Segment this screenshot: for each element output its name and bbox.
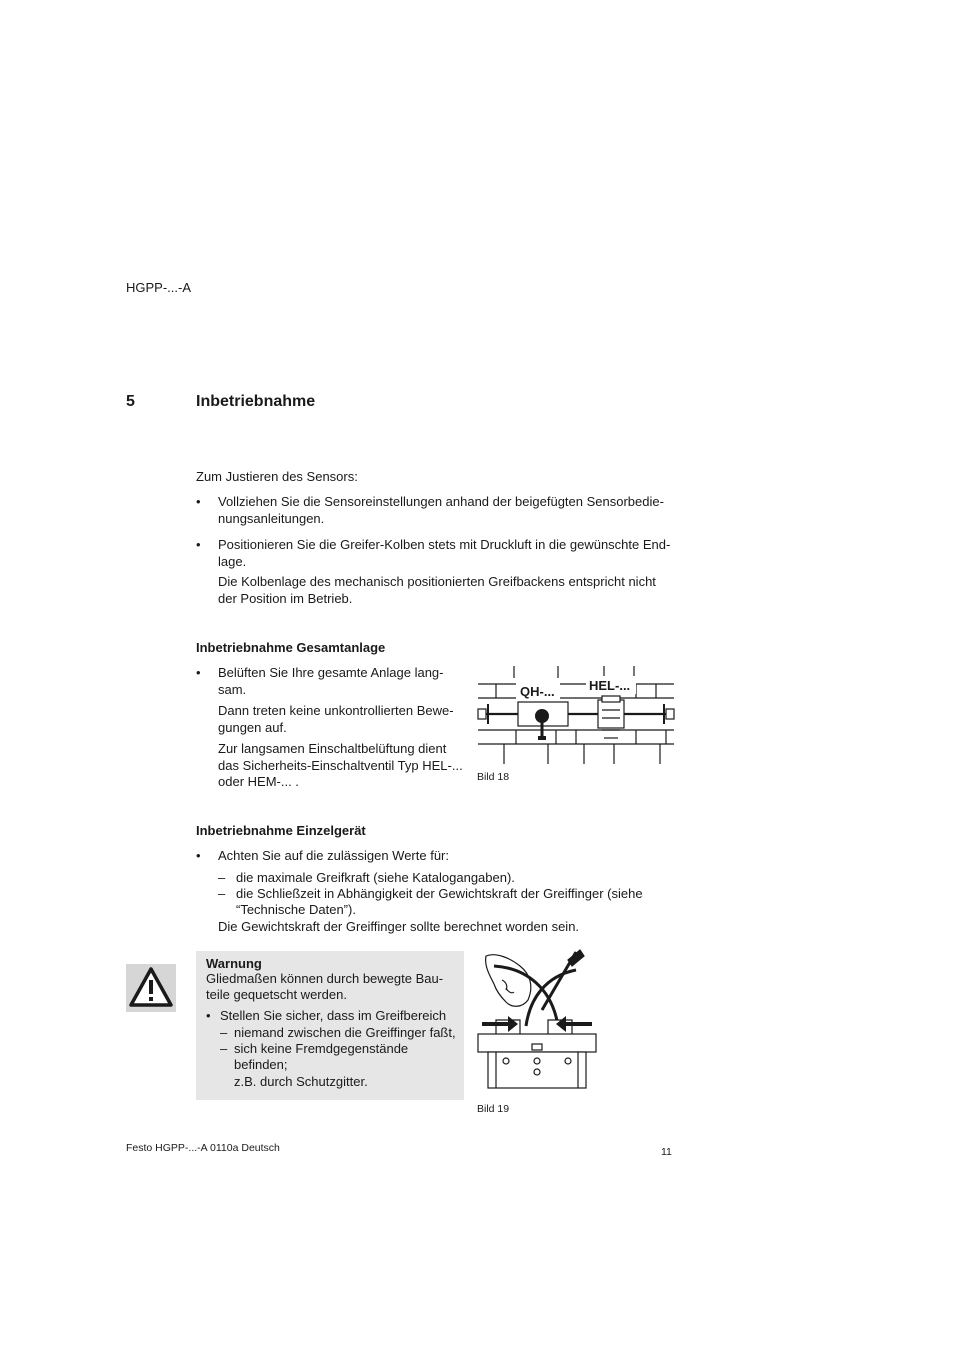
gesamt-line-3: Dann treten keine unkontrollierten Bewe- [218,703,454,718]
figure-19-caption: Bild 19 [477,1103,510,1115]
intro-bullet-2-line-3: Die Kolbenlage des mechanisch positionierten Greifbackens entspricht nicht [218,574,656,589]
bullet-marker: • [196,665,201,680]
page-number: 11 [661,1146,672,1158]
dash-marker: – [218,886,226,901]
gesamt-line-4: gungen auf. [218,720,287,735]
warning-sub-2: sich keine Fremdgegenstände [234,1041,409,1056]
einzel-line-2: Die Gewichtskraft der Greiffinger sollte berechnet worden sein. [218,919,580,934]
gesamt-line-5: Zur langsamen Einschaltbelüftung dient [218,741,447,756]
einzel-dash-2-line-1: die Schließzeit in Abhängigkeit der Gewichtskraft der Greiffinger (siehe [236,886,643,901]
dash-marker: – [220,1025,228,1040]
section-number: 5 [126,393,135,410]
section-title: Inbetriebnahme [196,393,316,410]
warning-icon [126,964,176,1012]
figure-18-label-hel: HEL-... [589,678,631,693]
warning-sub-3: z.B. durch Schutzgitter. [234,1074,368,1089]
gesamt-line-7: oder HEM-... . [218,774,299,789]
intro-bullet-2-line-4: der Position im Betrieb. [218,591,353,606]
warning-line-1: Gliedmaßen können durch bewegte Bau- [206,971,444,986]
warning-line-2: teile gequetscht werden. [206,987,347,1002]
figure-18-pneumatic-schematic [476,664,676,766]
warning-bullet-1: Stellen Sie sicher, dass im Greifbereich [220,1008,447,1023]
gesamt-line-1: Belüften Sie Ihre gesamte Anlage lang- [218,665,444,680]
gesamt-line-6: das Sicherheits-Einschaltventil Typ HEL-... [218,758,463,773]
bullet-marker: • [196,537,201,552]
footer-left: Festo HGPP-...-A 0110a Deutsch [126,1142,280,1154]
intro-bullet-1-line-2: nungsanleitungen. [218,511,325,526]
intro-bullet-1-line-1: Vollziehen Sie die Sensoreinstellungen anhand der beigefügten Sensorbedie- [218,494,664,509]
intro-bullet-2-line-1: Positionieren Sie die Greifer-Kolben stets mit Druckluft in die gewünschte End- [218,537,671,552]
dash-marker: – [220,1041,228,1056]
einzel-line-1: Achten Sie auf die zulässigen Werte für: [218,848,449,863]
einzel-dash-2-line-2: “Technische Daten”). [236,902,356,917]
subheading-einzelgeraet: Inbetriebnahme Einzelgerät [196,823,366,838]
figure-19-gripper-hazard-illustration [476,948,600,1092]
warning-sub-2b: befinden; [234,1057,288,1072]
subheading-gesamtanlage: Inbetriebnahme Gesamtanlage [196,640,386,655]
document-id: HGPP-...-A [126,280,192,295]
dash-marker: – [218,870,226,885]
gesamt-line-2: sam. [218,682,247,697]
warning-title: Warnung [206,956,262,971]
intro-lead: Zum Justieren des Sensors: [196,469,358,484]
figure-18-caption: Bild 18 [477,771,510,783]
bullet-marker: • [196,494,201,509]
bullet-marker: • [196,848,201,863]
intro-bullet-2-line-2: lage. [218,554,247,569]
bullet-marker: • [206,1008,211,1023]
figure-18-label-qh: QH-... [520,684,555,699]
warning-sub-1: niemand zwischen die Greiffinger faßt, [234,1025,456,1040]
einzel-dash-1: die maximale Greifkraft (siehe Katalogangaben). [236,870,515,885]
